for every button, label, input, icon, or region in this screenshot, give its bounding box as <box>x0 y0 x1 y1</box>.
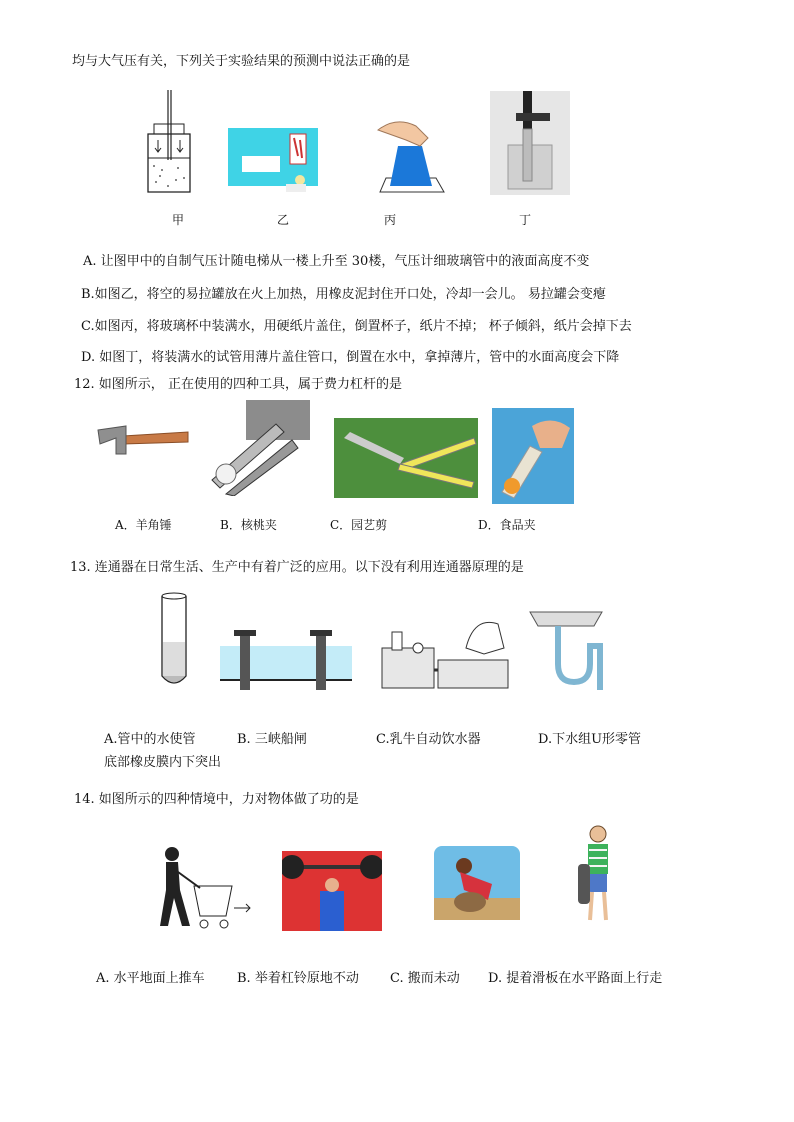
q12-option-c: C．园艺剪 <box>330 518 388 532</box>
q13-option-b: B. 三峡船闸 <box>237 732 307 747</box>
q12-stem: 12. 如图所示， 正在使用的四种工具，属于费力杠杆的是 <box>74 377 402 392</box>
q11-intro: 均与大气压有关，下列关于实验结果的预测中说法正确的是 <box>72 54 411 69</box>
pushing-cart-figure <box>146 842 252 932</box>
walnut-cracker-figure <box>206 400 310 496</box>
lifting-stone-figure <box>434 846 520 920</box>
q13-stem: 13. 连通器在日常生活、生产中有着广泛的应用。以下没有利用连通器原理的是 <box>70 560 524 575</box>
tube-with-membrane-figure <box>156 592 192 692</box>
garden-shears-photo <box>334 418 478 498</box>
cow-water-feeder-figure <box>378 608 512 694</box>
inverted-cup-figure <box>376 112 448 196</box>
heated-can-figure <box>228 128 318 194</box>
q11-fig-label-yi: 乙 <box>277 213 290 227</box>
q14-stem: 14. 如图所示的四种情境中，力对物体做了功的是 <box>74 792 359 807</box>
q11-fig-label-bing: 丙 <box>384 213 397 227</box>
food-tongs-photo <box>492 408 574 504</box>
claw-hammer-figure <box>96 420 190 458</box>
q11-fig-label-ding: 丁 <box>519 213 532 227</box>
q11-option-d: D. 如图丁，将装满水的试管用薄片盖住管口，倒置在水中，拿掉薄片，管中的水面高度会下降 <box>81 350 620 365</box>
q12-option-d: D．食品夹 <box>478 518 536 532</box>
q12-option-b: B．核桃夹 <box>220 518 277 532</box>
q14-option-d: D. 提着滑板在水平路面上行走 <box>488 971 663 986</box>
q13-option-c: C.乳牛自动饮水器 <box>376 732 481 747</box>
barometer-figure <box>138 88 194 198</box>
q11-fig-label-jia: 甲 <box>172 213 185 227</box>
q13-option-a: A.管中的水使管 <box>104 732 196 747</box>
q14-option-a: A. 水平地面上推车 <box>96 971 205 986</box>
q11-option-c: C.如图丙，将玻璃杯中装满水，用硬纸片盖住，倒置杯子，纸片不掉； 杯子倾斜，纸片会掉下去 <box>81 319 632 334</box>
q14-option-c: C. 搬而未动 <box>390 971 460 986</box>
test-tube-in-water-photo <box>490 91 570 195</box>
u-trap-drain-figure <box>528 602 604 692</box>
q11-option-a: A. 让图甲中的自制气压计随电梯从一楼上升至 30楼，气压计细玻璃管中的液面高度不变 <box>83 254 590 269</box>
q13-option-a-continued: 底部橡皮膜内下突出 <box>104 755 222 770</box>
weightlifter-photo <box>282 851 382 931</box>
q14-option-b: B. 举着杠铃原地不动 <box>237 971 359 986</box>
carrying-skateboard-figure <box>576 824 620 928</box>
q11-option-b: B.如图乙，将空的易拉罐放在火上加热，用橡皮泥封住开口处，冷却一会儿。 易拉罐会变瘪 <box>81 287 606 302</box>
q12-option-a: A．羊角锤 <box>115 518 172 532</box>
ship-lock-figure <box>220 628 352 694</box>
q13-option-d: D.下水组U形零管 <box>538 732 642 747</box>
